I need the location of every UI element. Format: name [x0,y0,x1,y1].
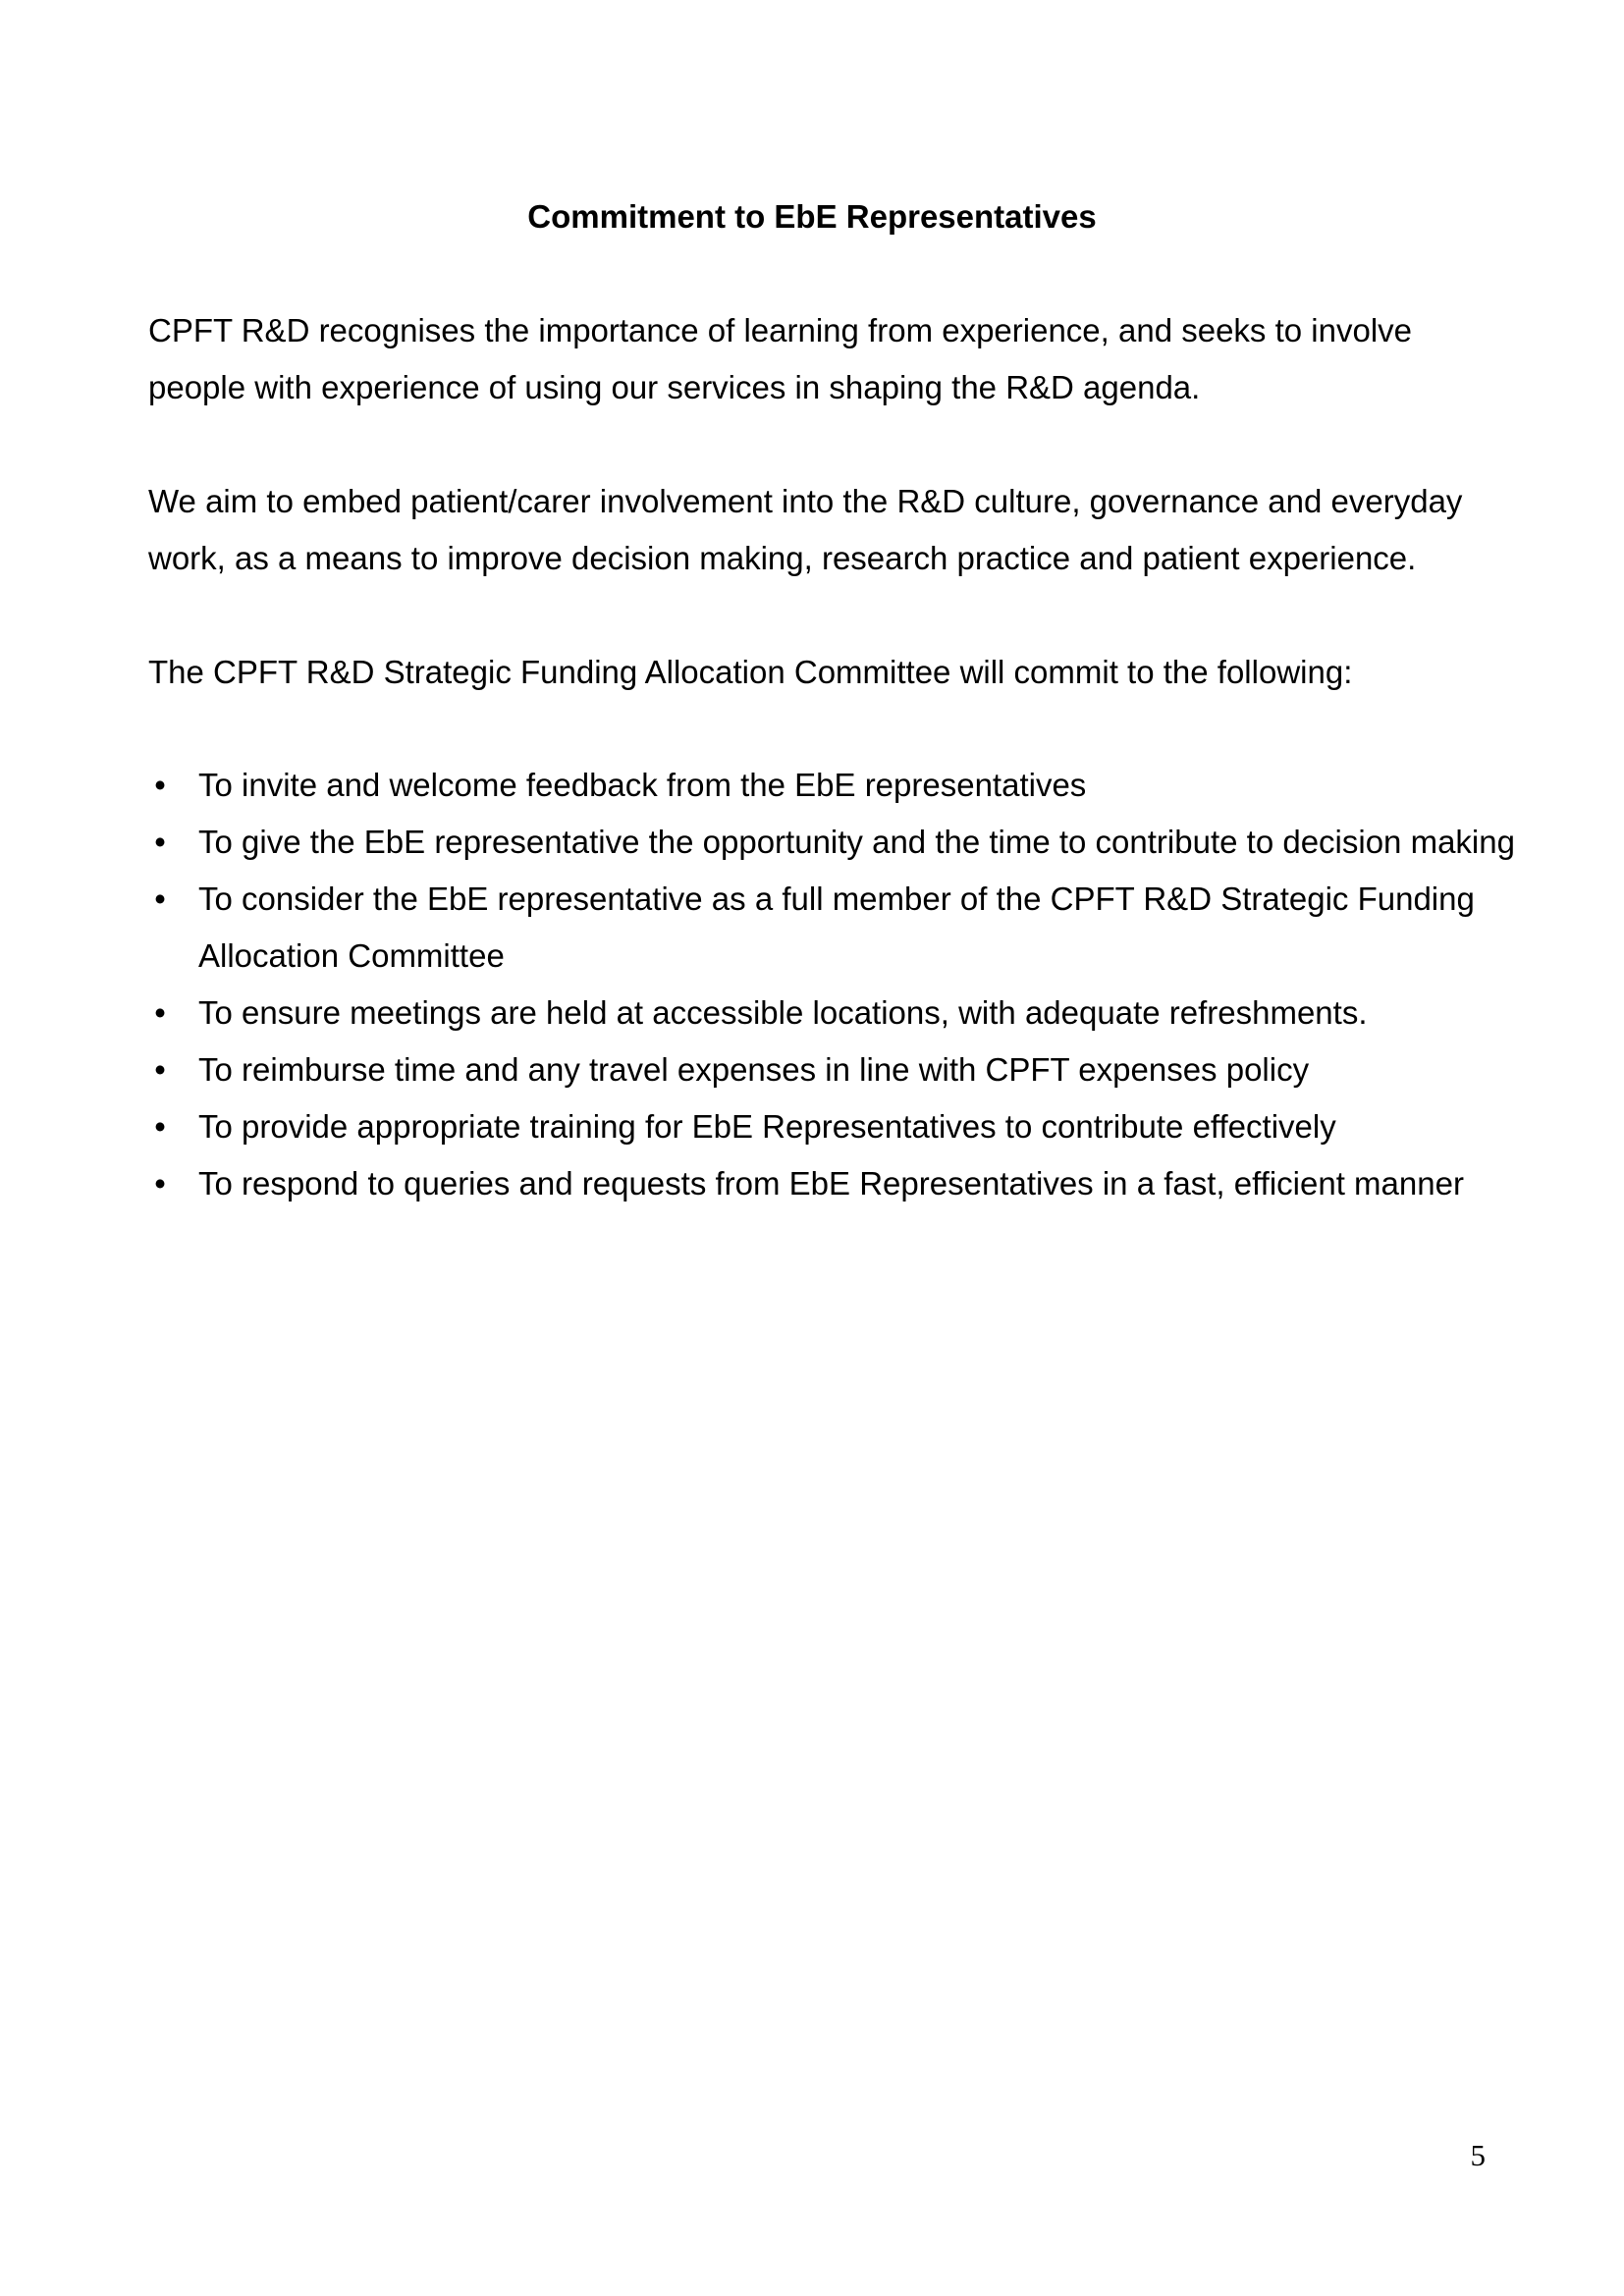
intro-paragraph: CPFT R&D recognises the importance of learning from experience, and seeks to involve people with experience of using our services in shaping the R&D agenda. [148,312,1413,405]
bullet-icon: • [154,994,166,1031]
list-item [148,757,1523,814]
list-item-text: To invite and welcome feedback from the EbE representatives [198,767,1087,803]
bullet-icon: • [154,767,166,803]
list-item [148,1098,1523,1155]
commitment-list [148,757,1523,1212]
list-item [148,871,1523,985]
list-item [148,1041,1523,1098]
list-item-text: To give the EbE representative the opportunity and the time to contribute to decision making [198,824,1515,860]
page-title: Commitment to EbE Representatives [527,198,1097,235]
list-item [148,985,1523,1041]
bullet-icon: • [154,1051,166,1088]
bullet-icon: • [154,1165,166,1201]
list-item [148,814,1523,871]
list-item-text: To reimburse time and any travel expenses in line with CPFT expenses policy [198,1051,1310,1088]
list-item-text: To ensure meetings are held at accessible locations, with adequate refreshments. [198,994,1368,1031]
commitment-intro-paragraph: The CPFT R&D Strategic Funding Allocation Committee will commit to the following: [148,654,1353,690]
list-item-text: To provide appropriate training for EbE Representatives to contribute effectively [198,1108,1336,1145]
bullet-icon: • [154,1108,166,1145]
aim-paragraph: We aim to embed patient/carer involvement into the R&D culture, governance and everyday work, as a means to improve decision making, research practice and patient experience. [148,483,1463,576]
bullet-icon: • [154,824,166,860]
page-number: 5 [1470,2138,1486,2172]
list-item [148,1155,1523,1212]
bullet-icon: • [154,881,166,917]
list-item-text: To consider the EbE representative as a full member of the CPFT R&D Strategic Funding Allocation Committee [198,881,1475,974]
list-item-text: To respond to queries and requests from EbE Representatives in a fast, efficient manner [198,1165,1464,1201]
